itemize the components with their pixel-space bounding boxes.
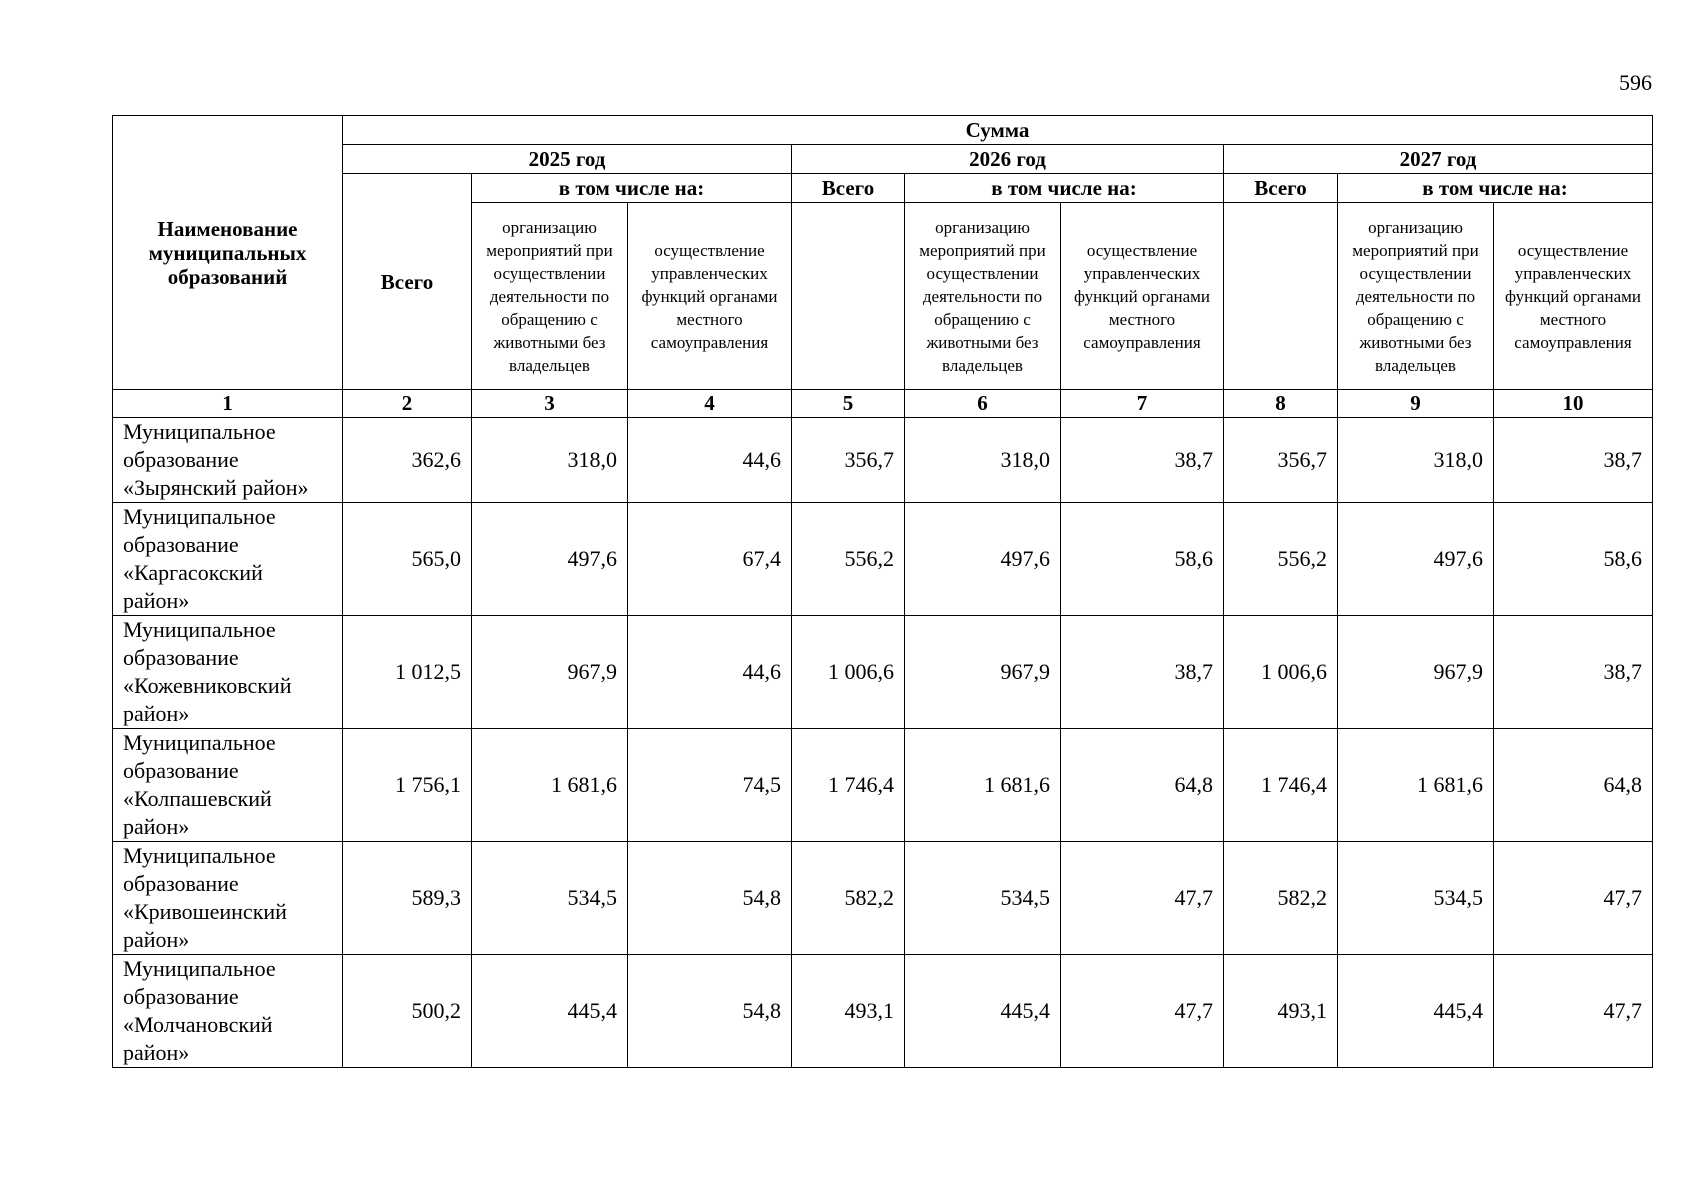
amount-cell: 362,6 (343, 418, 472, 503)
header-including-2025: в том числе на: (472, 174, 792, 203)
amount-cell: 582,2 (792, 842, 905, 955)
amount-cell: 64,8 (1494, 729, 1653, 842)
amount-cell: 1 746,4 (792, 729, 905, 842)
municipality-name-cell (113, 616, 343, 729)
municipality-name-line: образование (123, 645, 239, 670)
header-year-2025: 2025 год (343, 145, 792, 174)
municipality-name-line: Муниципальное (123, 504, 276, 529)
budget-table (112, 115, 1653, 1068)
amount-cell: 1 756,1 (343, 729, 472, 842)
amount-cell: 556,2 (792, 503, 905, 616)
header-year-2027: 2027 год (1224, 145, 1653, 174)
amount-cell: 54,8 (628, 842, 792, 955)
amount-cell: 54,8 (628, 955, 792, 1068)
municipality-name-line: Муниципальное (123, 617, 276, 642)
header-mgmt-2026: осуществление управленческих функций органами местного самоуправления (1061, 203, 1224, 390)
amount-cell: 356,7 (792, 418, 905, 503)
column-number: 3 (472, 390, 628, 418)
amount-cell: 318,0 (1338, 418, 1494, 503)
municipality-name-line: район» (123, 927, 190, 952)
amount-cell: 1 746,4 (1224, 729, 1338, 842)
amount-cell: 556,2 (1224, 503, 1338, 616)
header-org-2026: организацию мероприятий при осуществлении деятельности по обращению с животными без владельцев (905, 203, 1061, 390)
header-row-including (113, 174, 1653, 203)
amount-cell: 318,0 (905, 418, 1061, 503)
amount-cell: 445,4 (472, 955, 628, 1068)
header-total-2025: Всего (343, 174, 472, 390)
municipality-name-line: район» (123, 701, 190, 726)
amount-cell: 47,7 (1494, 955, 1653, 1068)
column-number-row (113, 390, 1653, 418)
amount-cell: 967,9 (905, 616, 1061, 729)
amount-cell: 1 006,6 (1224, 616, 1338, 729)
header-including-2027: в том числе на: (1338, 174, 1653, 203)
column-number: 5 (792, 390, 905, 418)
column-number: 10 (1494, 390, 1653, 418)
municipality-name-line: «Колпашевский (123, 786, 272, 811)
amount-cell: 356,7 (1224, 418, 1338, 503)
header-org-2025: организацию мероприятий при осуществлении деятельности по обращению с животными без владельцев (472, 203, 628, 390)
column-number: 9 (1338, 390, 1494, 418)
municipality-name-line: «Молчановский (123, 1012, 273, 1037)
column-number: 1 (113, 390, 343, 418)
header-mgmt-2025: осуществление управленческих функций органами местного самоуправления (628, 203, 792, 390)
amount-cell: 318,0 (472, 418, 628, 503)
table-row (113, 616, 1653, 729)
municipality-name-line: район» (123, 588, 190, 613)
header-municipality-name: Наименование муниципальных образований (113, 116, 343, 390)
table-body (113, 418, 1653, 1068)
municipality-name-cell (113, 729, 343, 842)
amount-cell: 38,7 (1494, 616, 1653, 729)
municipality-name-line: образование (123, 984, 239, 1009)
amount-cell: 445,4 (1338, 955, 1494, 1068)
table-row (113, 842, 1653, 955)
municipality-name-line: «Каргасокский (123, 560, 263, 585)
amount-cell: 74,5 (628, 729, 792, 842)
amount-cell: 38,7 (1061, 616, 1224, 729)
amount-cell: 589,3 (343, 842, 472, 955)
amount-cell: 967,9 (472, 616, 628, 729)
amount-cell: 493,1 (792, 955, 905, 1068)
municipality-name-line: образование (123, 758, 239, 783)
municipality-name-line: «Кривошеинский (123, 899, 287, 924)
header-total-2027-empty (1224, 203, 1338, 390)
header-year-2026: 2026 год (792, 145, 1224, 174)
municipality-name-cell (113, 418, 343, 503)
amount-cell: 445,4 (905, 955, 1061, 1068)
amount-cell: 493,1 (1224, 955, 1338, 1068)
municipality-name-cell (113, 503, 343, 616)
header-org-2027: организацию мероприятий при осуществлении деятельности по обращению с животными без владельцев (1338, 203, 1494, 390)
header-total-2026-empty (792, 203, 905, 390)
amount-cell: 534,5 (905, 842, 1061, 955)
municipality-name-line: район» (123, 1040, 190, 1065)
amount-cell: 58,6 (1494, 503, 1653, 616)
header-mgmt-2027: осуществление управленческих функций органами местного самоуправления (1494, 203, 1653, 390)
municipality-name-line: «Зырянский район» (123, 475, 309, 500)
municipality-name-line: «Кожевниковский (123, 673, 292, 698)
municipality-name-cell (113, 955, 343, 1068)
amount-cell: 58,6 (1061, 503, 1224, 616)
column-number: 8 (1224, 390, 1338, 418)
amount-cell: 967,9 (1338, 616, 1494, 729)
column-number: 2 (343, 390, 472, 418)
amount-cell: 1 681,6 (905, 729, 1061, 842)
amount-cell: 1 681,6 (472, 729, 628, 842)
municipality-name-line: Муниципальное (123, 419, 276, 444)
column-number: 4 (628, 390, 792, 418)
amount-cell: 534,5 (1338, 842, 1494, 955)
amount-cell: 47,7 (1061, 955, 1224, 1068)
amount-cell: 497,6 (1338, 503, 1494, 616)
header-total-2027: Всего (1224, 174, 1338, 203)
amount-cell: 1 006,6 (792, 616, 905, 729)
column-number: 7 (1061, 390, 1224, 418)
amount-cell: 565,0 (343, 503, 472, 616)
amount-cell: 44,6 (628, 616, 792, 729)
amount-cell: 500,2 (343, 955, 472, 1068)
amount-cell: 38,7 (1061, 418, 1224, 503)
table-row (113, 503, 1653, 616)
header-row-years (113, 145, 1653, 174)
header-total-2026: Всего (792, 174, 905, 203)
municipality-name-line: Муниципальное (123, 730, 276, 755)
amount-cell: 534,5 (472, 842, 628, 955)
municipality-name-cell (113, 842, 343, 955)
column-number: 6 (905, 390, 1061, 418)
amount-cell: 582,2 (1224, 842, 1338, 955)
table-row (113, 955, 1653, 1068)
amount-cell: 1 012,5 (343, 616, 472, 729)
amount-cell: 47,7 (1061, 842, 1224, 955)
header-row-sum (113, 116, 1653, 145)
municipality-name-line: Муниципальное (123, 956, 276, 981)
municipality-name-line: образование (123, 447, 239, 472)
amount-cell: 497,6 (472, 503, 628, 616)
amount-cell: 38,7 (1494, 418, 1653, 503)
table-row (113, 729, 1653, 842)
header-including-2026: в том числе на: (905, 174, 1224, 203)
municipality-name-line: Муниципальное (123, 843, 276, 868)
table-row (113, 418, 1653, 503)
municipality-name-line: образование (123, 871, 239, 896)
amount-cell: 64,8 (1061, 729, 1224, 842)
municipality-name-line: район» (123, 814, 190, 839)
amount-cell: 67,4 (628, 503, 792, 616)
page-number: 596 (1619, 70, 1652, 95)
amount-cell: 497,6 (905, 503, 1061, 616)
amount-cell: 47,7 (1494, 842, 1653, 955)
municipality-name-line: образование (123, 532, 239, 557)
amount-cell: 44,6 (628, 418, 792, 503)
header-sum: Сумма (343, 116, 1653, 145)
amount-cell: 1 681,6 (1338, 729, 1494, 842)
